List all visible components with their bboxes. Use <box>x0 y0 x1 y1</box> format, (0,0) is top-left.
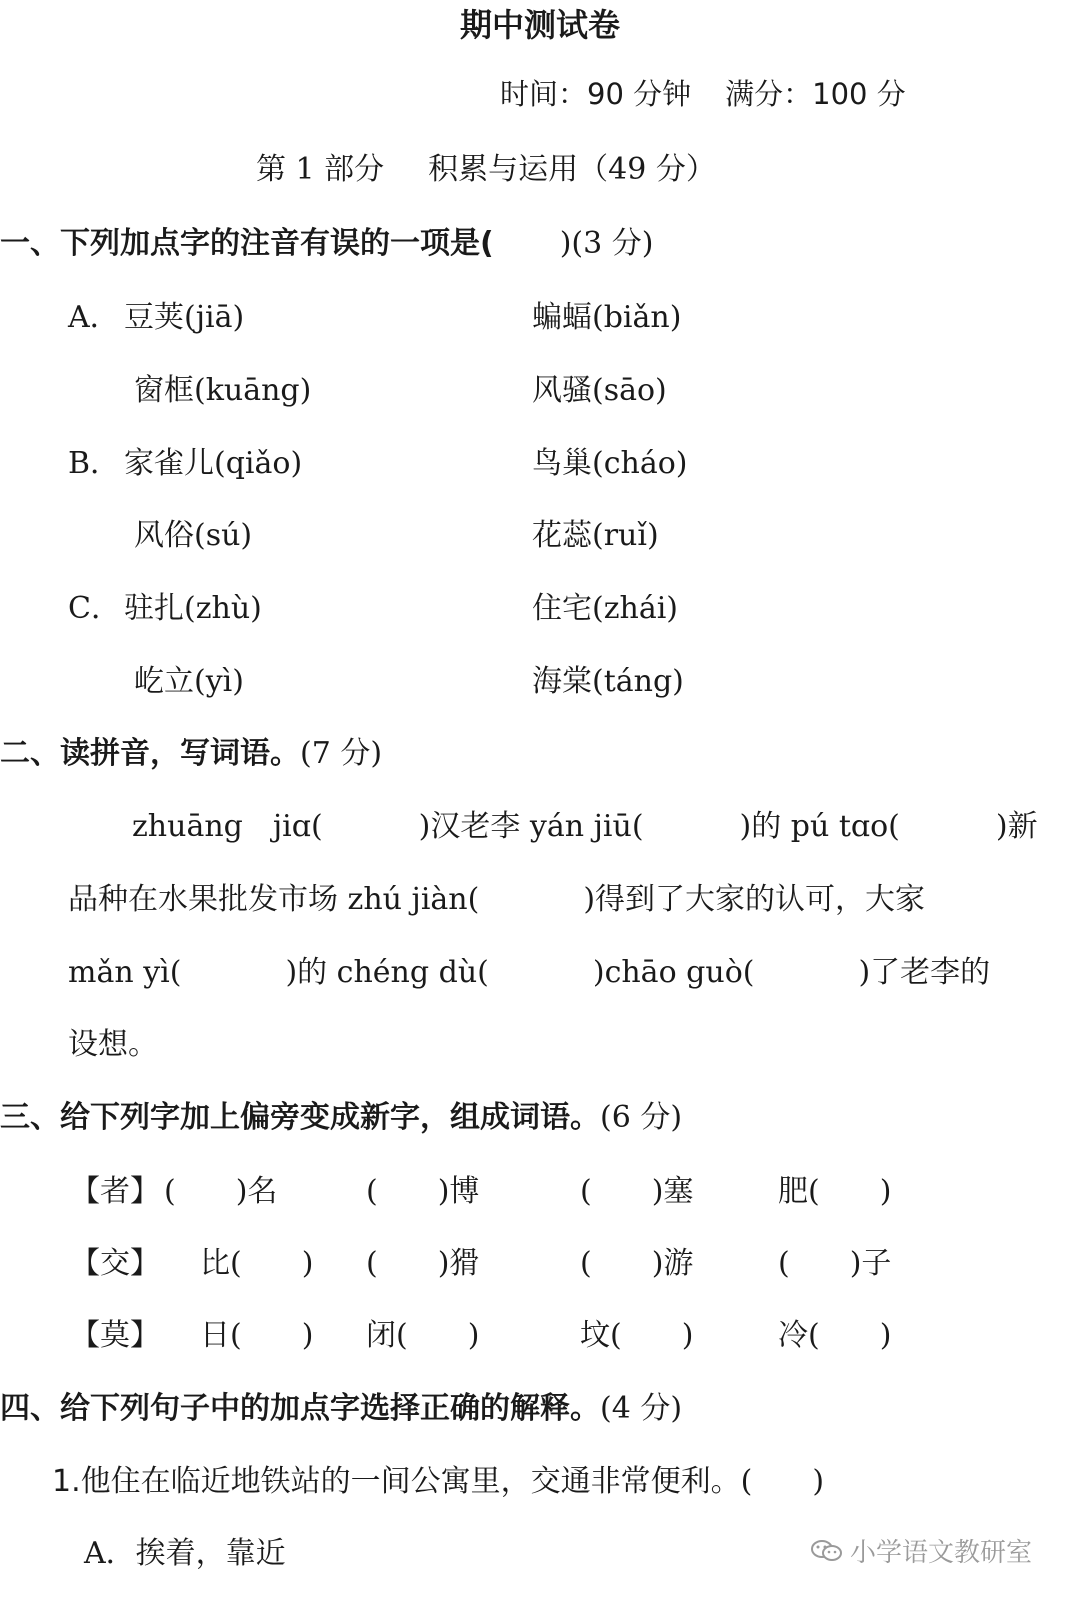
q1-heading <box>0 218 653 262</box>
part-name: 积累与运用（49 分） <box>428 152 716 187</box>
q3-row-2-cell-3: ( )游 <box>580 1246 694 1281</box>
q4-option-a: A．挨着，靠近 <box>84 1536 286 1571</box>
q1-score: )(3 分) <box>559 226 654 261</box>
q2-line-2-part-b: )得到了大家的认可，大家 <box>583 882 926 917</box>
q3-row-1-cell-2: ( )博 <box>366 1174 480 1209</box>
page-title: 期中测试卷 <box>459 6 620 44</box>
q3-row-1-cell-1: ( )名 <box>164 1174 278 1209</box>
q4-sentence-number: 1. <box>52 1464 81 1499</box>
q2-line-3-part-c: )chāo guò( <box>592 955 755 990</box>
q3-row-3-key: 【莫】 <box>70 1318 160 1353</box>
part-label: 第 1 部分 <box>256 152 385 187</box>
q2-heading <box>0 728 382 772</box>
q3-row-1-key: 【者】 <box>70 1174 160 1209</box>
q1-option-a-item-3: 窗框(kuāng) <box>134 373 312 408</box>
q3-row-3-cell-3: 坟( ) <box>580 1318 694 1353</box>
q3-row-1-cell-3: ( )塞 <box>580 1174 694 1209</box>
exam-meta <box>500 72 906 113</box>
wechat-icon <box>810 1538 844 1564</box>
q4-score: (4 分) <box>600 1391 683 1426</box>
watermark-text: 小学语文教研室 <box>850 1538 1033 1568</box>
q2-line-1-part-a: zhuāng jiɑ( <box>132 809 323 844</box>
watermark <box>810 1532 1032 1569</box>
q2-line-1-part-d: )新 <box>995 809 1038 844</box>
q1-option-c-item-3: 屹立(yì) <box>134 664 244 699</box>
q1-option-a-letter: A． <box>68 300 120 335</box>
q4-sentence-text: 他住在临近地铁站的一间公寓里，交通非常便利。( ) <box>80 1464 825 1499</box>
q4-heading-text: 四、给下列句子中的加点字选择正确的解释。 <box>0 1391 600 1426</box>
q3-row-2-key: 【交】 <box>70 1246 160 1281</box>
q3-row-2-cell-4: ( )子 <box>778 1246 892 1281</box>
q3-score: (6 分) <box>600 1100 683 1135</box>
q2-line-3-part-b: )的 chéng dù( <box>285 955 489 990</box>
q1-option-b-item-3: 风俗(sú) <box>134 518 253 553</box>
q4-heading <box>0 1383 682 1427</box>
part-heading <box>256 144 716 188</box>
q3-row-1-cell-4: 肥( ) <box>778 1174 892 1209</box>
q1-option-c-letter: C． <box>68 591 121 626</box>
q2-line-3-part-a: mǎn yì( <box>68 955 182 990</box>
q1-option-a-item-2: 蝙蝠(biǎn) <box>532 300 682 335</box>
q3-heading <box>0 1092 682 1136</box>
q3-row-2-cell-1: 比( ) <box>200 1246 314 1281</box>
q2-line-1 <box>132 801 1038 845</box>
q2-line-3 <box>68 947 990 991</box>
q1-option-b-item-4: 花蕊(ruǐ) <box>532 518 659 553</box>
q2-line-2-part-a: 品种在水果批发市场 zhú jiàn( <box>68 882 480 917</box>
exam-time: 时间：90 分钟 <box>500 77 692 111</box>
exam-full-score: 满分：100 分 <box>725 77 906 111</box>
q1-option-b-letter: B． <box>68 446 121 481</box>
q3-row-3-cell-1: 日( ) <box>200 1318 314 1353</box>
q2-line-2 <box>68 874 925 918</box>
q3-row-3-cell-2: 闭( ) <box>366 1318 480 1353</box>
q1-option-b-item-2: 鸟巢(cháo) <box>532 446 688 481</box>
q2-line-3-part-d: )了老李的 <box>858 955 991 990</box>
q3-row-2-cell-2: ( )猾 <box>366 1246 480 1281</box>
q1-heading-text: 一、下列加点字的注音有误的一项是( <box>0 226 494 261</box>
q3-heading-text: 三、给下列字加上偏旁变成新字，组成词语。 <box>0 1100 600 1135</box>
q1-option-b-item-1: 家雀儿(qiǎo) <box>124 446 303 481</box>
q3-row-3-cell-4: 冷( ) <box>778 1318 892 1353</box>
q1-option-a-item-1: 豆荚(jiā) <box>124 300 245 335</box>
q4-sentence-1 <box>52 1456 824 1500</box>
q1-option-c-item-4: 海棠(táng) <box>532 664 684 699</box>
q2-line-1-part-b: )汉老李 yán jiū( <box>418 809 644 844</box>
q2-line-4: 设想。 <box>68 1027 158 1062</box>
q2-line-1-part-c: )的 pú tɑo( <box>739 809 900 844</box>
q1-option-a-item-4: 风骚(sāo) <box>532 373 667 408</box>
q2-heading-text: 二、读拼音，写词语。 <box>0 736 300 771</box>
q2-score: (7 分) <box>300 736 383 771</box>
q1-option-c-item-2: 住宅(zhái) <box>532 591 679 626</box>
q1-option-c-item-1: 驻扎(zhù) <box>124 591 262 626</box>
